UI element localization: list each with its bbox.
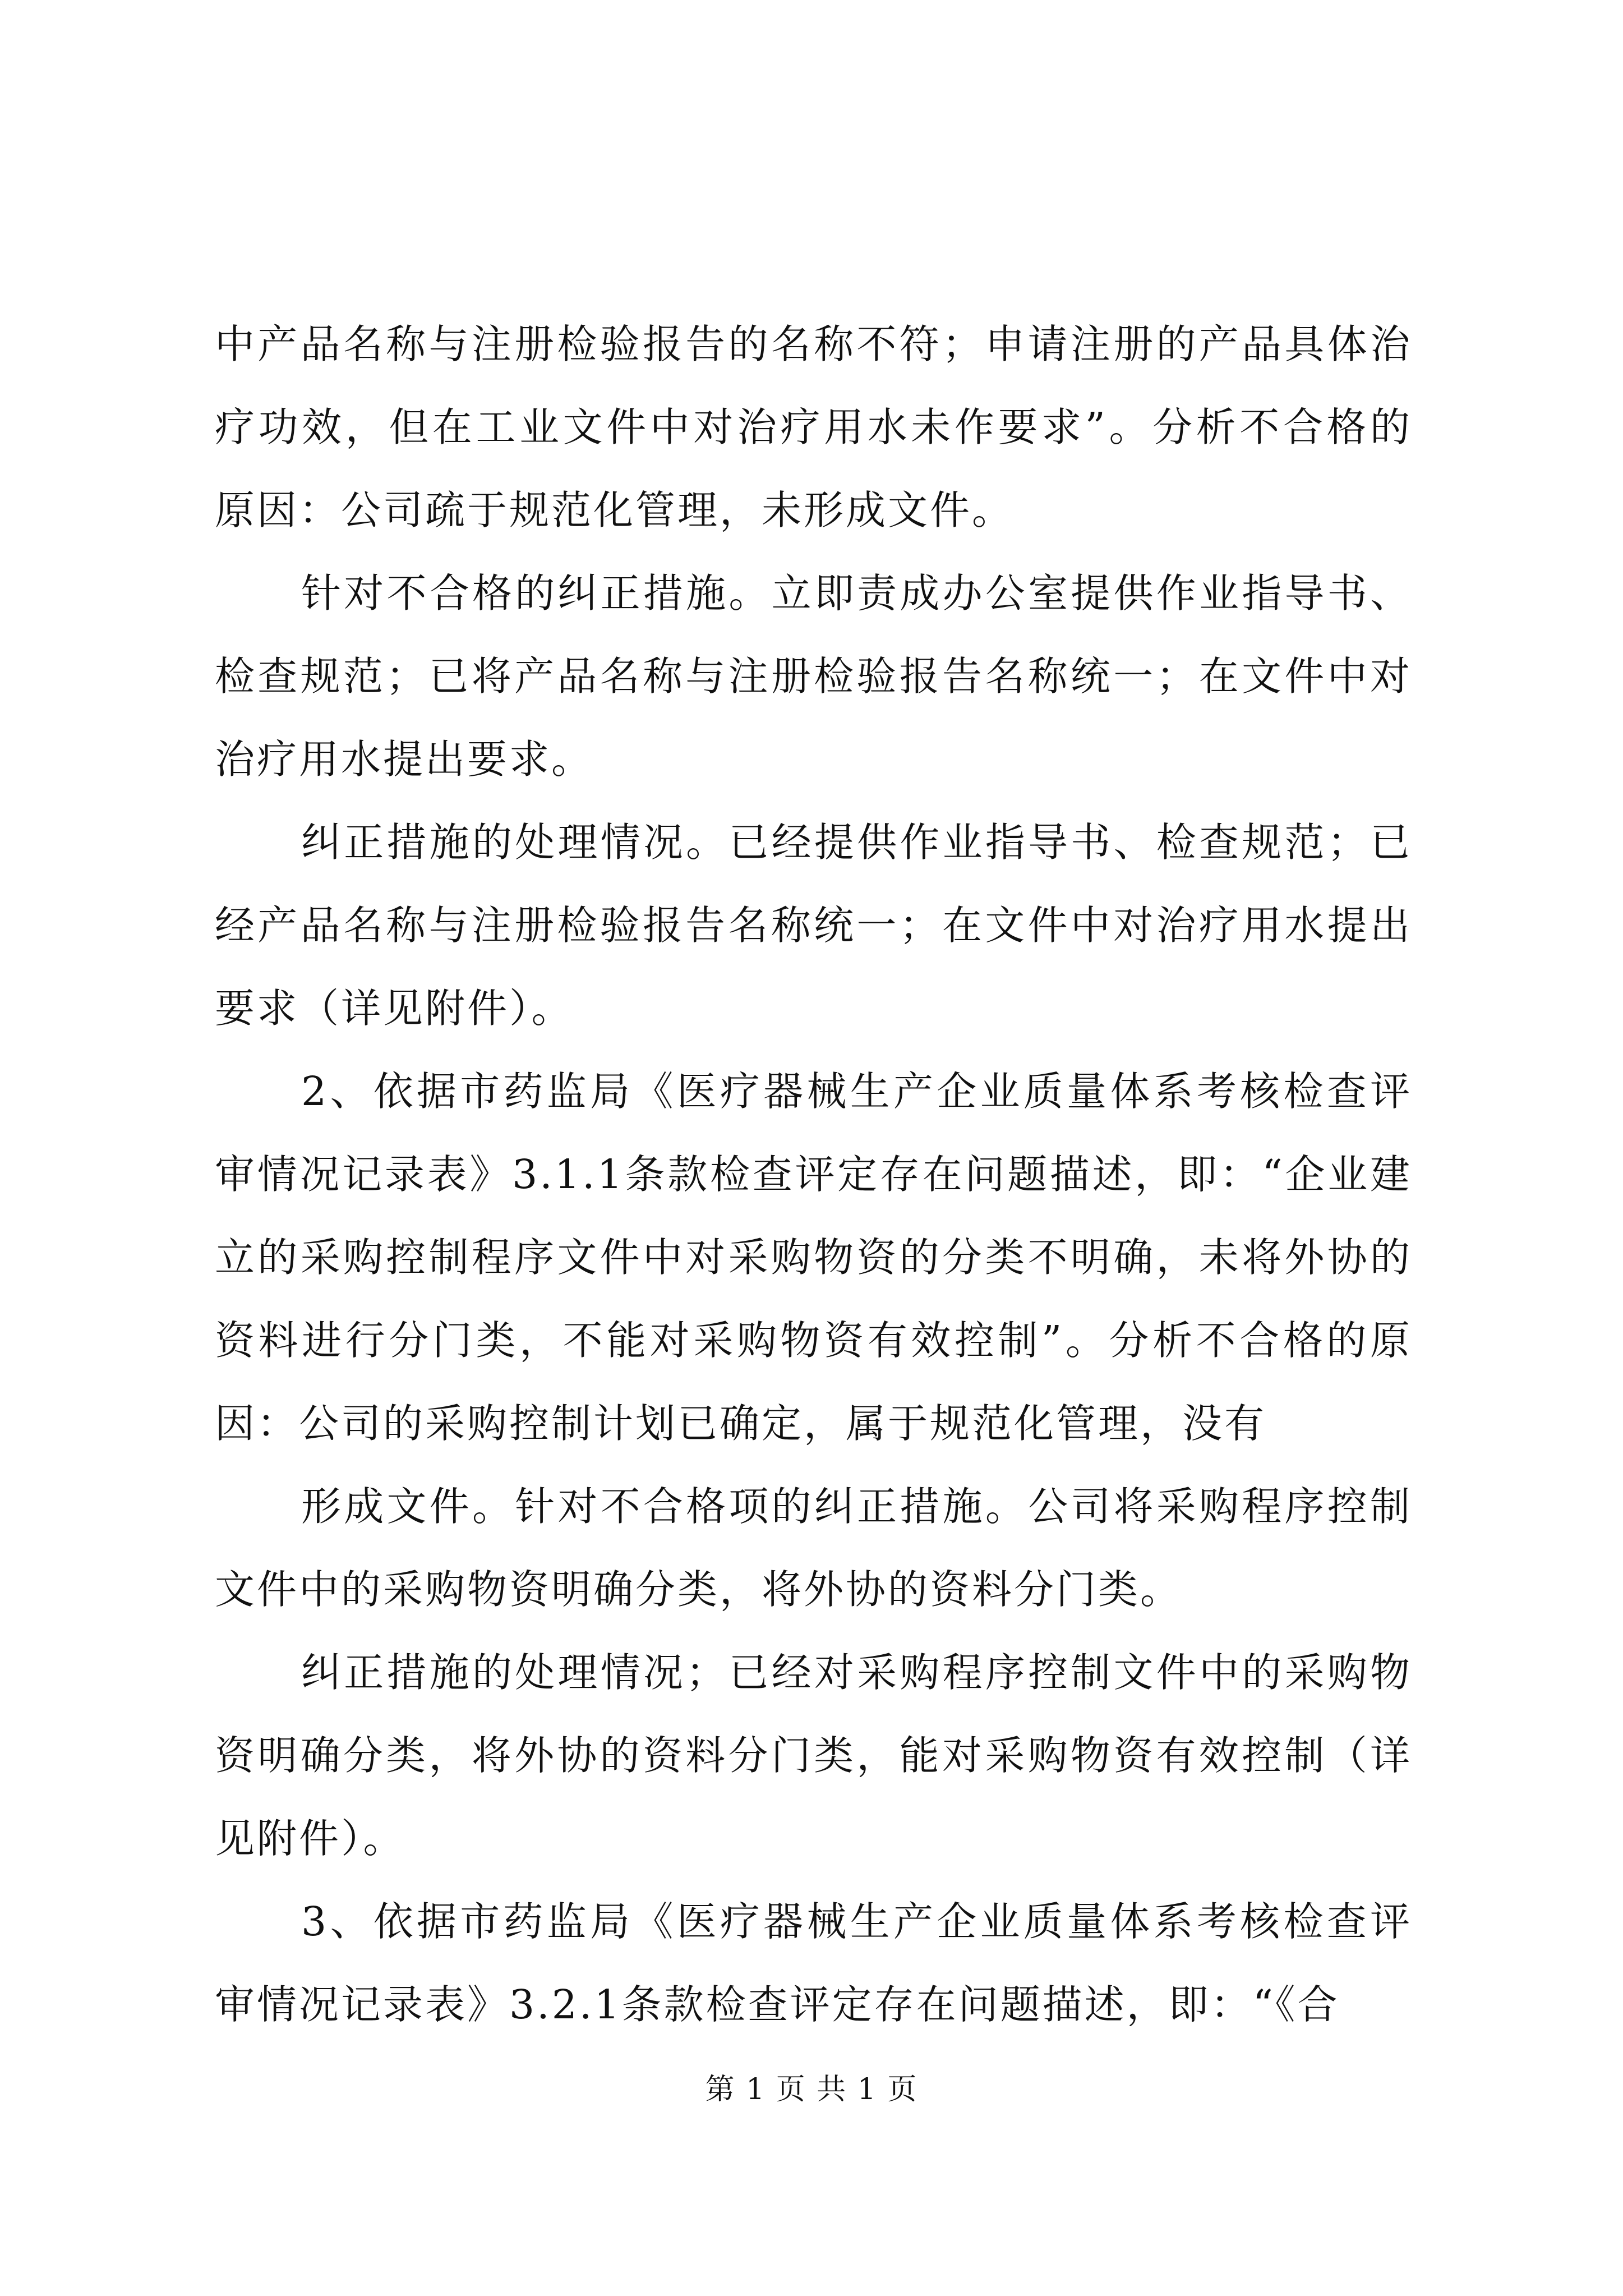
paragraph-item-2-measures: 形成文件。针对不合格项的纠正措施。公司将采购程序控制文件中的采购物资明确分类，将外协的资料分门类。 bbox=[215, 1483, 1412, 1613]
paragraph-item-3: 3、依据市药监局《医疗器械生产企业质量体系考核检查评审情况记录表》3.2.1条款检查评定存在问题描述，即：“《合 bbox=[215, 1898, 1412, 2028]
paragraph-measures-status: 纠正措施的处理情况。已经提供作业指导书、检查规范；已经产品名称与注册检验报告名称统一；在文件中对治疗用水提出要求（详见附件）。 bbox=[215, 819, 1412, 1032]
document-body bbox=[215, 303, 1412, 2046]
paragraph-item-2-status: 纠正措施的处理情况；已经对采购程序控制文件中的采购物资明确分类，将外协的资料分门类，能对采购物资有效控制（详见附件）。 bbox=[215, 1649, 1412, 1862]
page-number-footer: 第 1 页 共 1 页 bbox=[705, 2073, 918, 2106]
paragraph-corrective-measures: 针对不合格的纠正措施。立即责成办公室提供作业指导书、检查规范；已将产品名称与注册检验报告名称统一；在文件中对治疗用水提出要求。 bbox=[215, 570, 1412, 783]
paragraph-continuation: 中产品名称与注册检验报告的名称不符；申请注册的产品具体治疗功效，但在工业文件中对治疗用水未作要求”。分析不合格的原因：公司疏于规范化管理，未形成文件。 bbox=[215, 321, 1412, 533]
paragraph-item-2: 2、依据市药监局《医疗器械生产企业质量体系考核检查评审情况记录表》3.1.1条款检查评定存在问题描述，即：“企业建立的采购控制程序文件中对采购物资的分类不明确，未将外协的资料进行分门类，不能对采购物资有效控制”。分析不合格的原因：公司的采购控制计划已确定，属于规范化管理，没有 bbox=[215, 1068, 1412, 1447]
